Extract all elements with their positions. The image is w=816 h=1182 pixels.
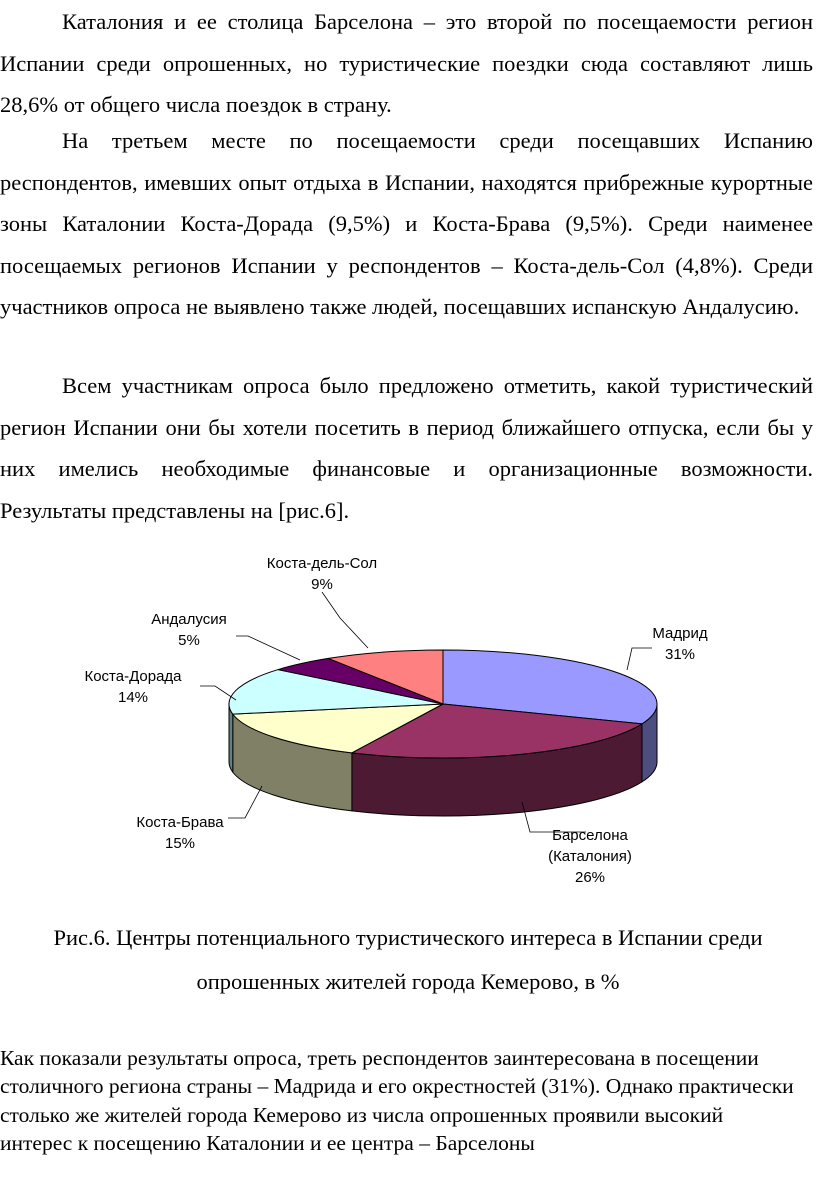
- slice-1-label-line: Мадрид: [652, 625, 708, 642]
- pie-slices: [229, 650, 657, 758]
- slice-3-label: [136, 814, 224, 852]
- slice-5-label: [151, 611, 226, 649]
- slice-4-side: [229, 704, 233, 772]
- slice-3-label-line: Коста-Брава: [136, 814, 224, 831]
- slice-4-label: [84, 668, 182, 706]
- caption-line-2: опрошенных жителей города Кемерово, в %: [196, 969, 620, 994]
- caption-line-1: Рис.6. Центры потенциального туристического интереса в Испании среди: [53, 925, 763, 950]
- slice-6-label-line: 9%: [311, 576, 333, 593]
- figure-caption: [0, 916, 816, 1004]
- slice-5-label-line: 5%: [178, 632, 200, 649]
- paragraph-catalonia: Каталония и ее столица Барселона – это второй по посещаемости регион Испании среди опрошенных, но туристические поездки сюда составляют лишь 28,6% от общего числа поездок в страну.: [0, 9, 813, 117]
- slice-6-leader-line: [322, 592, 368, 648]
- slice-4-label-line: Коста-Дорада: [84, 668, 182, 685]
- slice-1-leader-line: [627, 648, 652, 670]
- paragraph-third-place: На третьем месте по посещаемости среди посещавших Испанию респондентов, имевших опыт отдыха в Испании, находятся прибрежные курортные зоны Каталонии Коста-Дорада (9,5%) и Коста-Брава (9,5%). Среди наименее посещаемых регионов Испании у респондентов – Коста-дель-Сол (4,8%). Среди участников опроса не выявлено также людей, посещавших испанскую Андалусию.: [0, 128, 813, 319]
- slice-6-label-line: Коста-дель-Сол: [266, 555, 378, 572]
- slice-2-label-line: 26%: [574, 869, 606, 886]
- slice-2-label-line: Барселона: [552, 827, 628, 844]
- slice-3-leader-line: [228, 786, 262, 818]
- slice-2-label-line: (Каталония): [548, 848, 632, 865]
- paragraph-survey-results: Как показали результаты опроса, треть респондентов заинтересована в посещении столичного региона страны – Мадрида и его окрестностей (31%). Однако практически столько же жителей города Кемерово из числа опрошенных проявили высокий интерес к посещению Каталонии и ее центра – Барселоны: [0, 1046, 794, 1156]
- slice-6-label: [267, 555, 377, 593]
- pie-chart: [0, 540, 816, 910]
- slice-4-label-line: 14%: [117, 689, 149, 706]
- slice-1-label: [652, 625, 707, 663]
- paragraph-survey-question: Всем участникам опроса было предложено отметить, какой туристический регион Испании они бы хотели посетить в период ближайшего отпуска, если бы у них имелись необходимые финансовые и организационные возможности. Результаты представлены на [рис.6].: [0, 373, 813, 523]
- slice-5-label-line: Андалусия: [151, 611, 227, 628]
- slice-3-label-line: 15%: [164, 835, 196, 852]
- slice-5-leader-line: [236, 636, 300, 660]
- slice-1-label-line: 31%: [664, 646, 696, 663]
- slice-2-label: [548, 827, 632, 886]
